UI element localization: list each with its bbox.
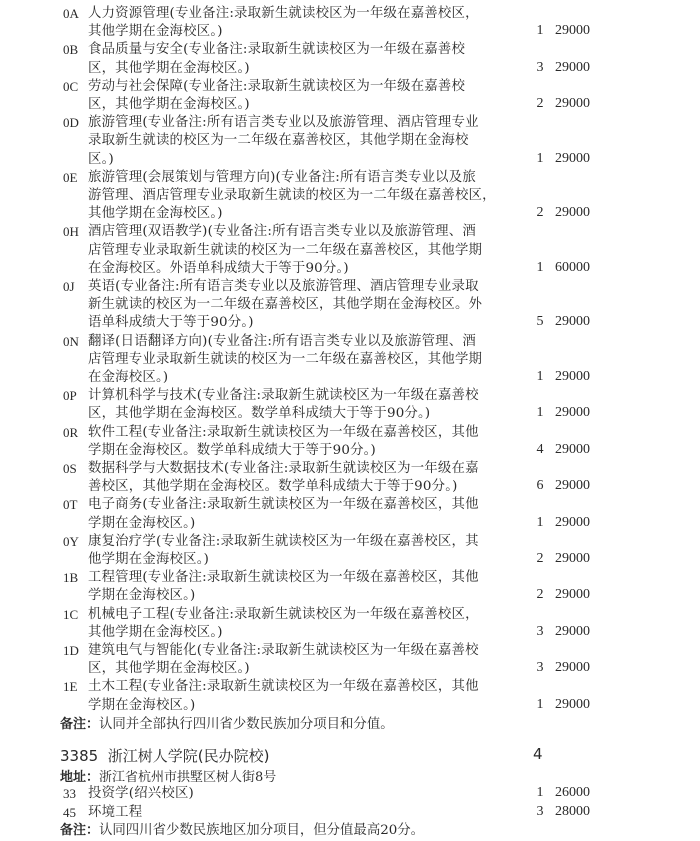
tuition-fee: 60000 xyxy=(555,259,590,275)
major-entry xyxy=(63,387,663,423)
description-line: 旅游管理(专业备注:所有语言类专业以及旅游管理、酒店管理专业 xyxy=(88,115,479,131)
description-line: 录取新生就读的校区为一二年级在嘉善校区，其他学期在金海校 xyxy=(88,133,469,149)
major-code: 45 xyxy=(63,805,76,820)
plan-count: 3 xyxy=(536,660,544,676)
major-code: 0T xyxy=(63,497,78,513)
major-entry xyxy=(63,114,663,169)
tuition-fee: 29000 xyxy=(555,405,590,421)
description-line: 语单科成绩大于等于90分。) xyxy=(88,315,254,331)
plan-count: 3 xyxy=(536,623,544,639)
description-line: 区，其他学期在金海校区。) xyxy=(88,661,250,677)
plan-count: 1 xyxy=(536,368,544,384)
tuition-fee: 29000 xyxy=(555,696,590,712)
description-line: 游管理、酒店管理专业录取新生就读的校区为一二年级在嘉善校区， xyxy=(88,188,496,203)
major-entry xyxy=(63,223,663,278)
major-code: 0Y xyxy=(63,533,79,549)
major-entry xyxy=(63,169,663,224)
description-line: 酒店管理(双语教学)(专业备注:所有语言类专业以及旅游管理、酒 xyxy=(88,224,476,240)
major-code: 0D xyxy=(63,115,79,131)
major-description xyxy=(88,223,508,278)
major-description xyxy=(88,333,508,388)
description-line: 学期在金海校区。) xyxy=(88,515,196,531)
tuition-fee: 29000 xyxy=(555,478,590,494)
description-line: 新生就读的校区为一二年级在嘉善校区，其他学期在金海校区。外 xyxy=(88,297,483,313)
note-label: 备注： xyxy=(60,716,100,732)
tuition-fee: 29000 xyxy=(555,623,590,639)
major-description xyxy=(88,533,508,569)
major-name: 投资学(绍兴校区) xyxy=(88,786,194,801)
major-code: 0S xyxy=(63,461,77,476)
major-code: 1E xyxy=(63,679,78,695)
plan-count: 1 xyxy=(536,259,544,275)
section-note xyxy=(60,822,424,840)
major-entry xyxy=(63,460,663,496)
tuition-fee: 29000 xyxy=(555,550,590,566)
major-code: 1C xyxy=(63,606,79,622)
plan-count: 6 xyxy=(536,478,544,494)
tuition-fee: 29000 xyxy=(555,150,590,166)
description-line: 电子商务(专业备注:录取新生就读校区为一年级在嘉善校区，其他 xyxy=(88,497,479,513)
address-text: 浙江省杭州市拱墅区树人街8号 xyxy=(99,770,277,785)
plan-count: 1 xyxy=(536,23,544,39)
description-line: 康复治疗学(专业备注:录取新生就读校区为一年级在嘉善校区，其 xyxy=(88,533,479,549)
tuition-fee: 26000 xyxy=(555,785,590,800)
plan-count: 3 xyxy=(536,804,544,819)
description-line: 建筑电气与智能化(专业备注:录取新生就读校区为一年级在嘉善校 xyxy=(88,643,479,658)
major-code: 0R xyxy=(63,424,79,440)
address-label: 地址： xyxy=(60,770,100,785)
major-description xyxy=(88,78,508,114)
tuition-fee: 29000 xyxy=(555,441,590,457)
description-line: 其他学期在金海校区。) xyxy=(88,206,223,222)
plan-count: 1 xyxy=(536,405,544,421)
tuition-fee: 28000 xyxy=(555,804,590,819)
description-line: 其他学期在金海校区。) xyxy=(88,624,223,640)
major-description xyxy=(88,460,508,496)
major-description xyxy=(88,496,508,532)
plan-count: 2 xyxy=(536,550,544,566)
tuition-fee: 29000 xyxy=(555,314,590,330)
description-line: 数据科学与大数据技术(专业备注:录取新生就读校区为一年级在嘉 xyxy=(88,461,479,476)
description-line: 食品质量与安全(专业备注:录取新生就读校区为一年级在嘉善校 xyxy=(88,42,466,58)
major-code: 0N xyxy=(63,333,79,349)
description-line: 店管理专业录取新生就读的校区为一二年级在嘉善校区，其他学期 xyxy=(88,242,483,258)
tuition-fee: 29000 xyxy=(555,95,590,111)
major-description xyxy=(88,169,508,224)
major-entry xyxy=(63,78,663,114)
note-label: 备注： xyxy=(60,823,100,838)
description-line: 区，其他学期在金海校区。数学单科成绩大于等于90分。) xyxy=(88,406,431,422)
description-line: 旅游管理(会展策划与管理方向)(专业备注:所有语言类专业以及旅 xyxy=(88,169,476,185)
major-code: 1B xyxy=(63,570,79,586)
major-entry xyxy=(63,533,663,569)
plan-count: 3 xyxy=(536,59,544,75)
major-description xyxy=(88,41,508,77)
major-entry xyxy=(63,642,663,678)
description-line: 英语(专业备注:所有语言类专业以及旅游管理、酒店管理专业录取 xyxy=(88,279,479,294)
school-title: 3385 浙江树人学院(民办院校) xyxy=(60,747,270,765)
tuition-fee: 29000 xyxy=(555,368,590,384)
plan-count: 4 xyxy=(536,441,544,457)
major-code: 0P xyxy=(63,388,77,404)
major-description xyxy=(88,606,508,642)
major-entry xyxy=(63,333,663,388)
description-line: 工程管理(专业备注:录取新生就读校区为一年级在嘉善校区，其他 xyxy=(88,570,479,586)
description-line: 机械电子工程(专业备注:录取新生就读校区为一年级在嘉善校区， xyxy=(88,606,479,622)
description-line: 在金海校区。) xyxy=(88,370,169,385)
major-description xyxy=(88,5,508,41)
major-code: 33 xyxy=(63,786,76,801)
description-line: 区，其他学期在金海校区。) xyxy=(88,97,250,112)
major-entry xyxy=(63,569,663,605)
major-entry xyxy=(63,785,663,803)
description-line: 劳动与社会保障(专业备注:录取新生就读校区为一年级在嘉善校 xyxy=(88,78,466,94)
description-line: 土木工程(专业备注:录取新生就读校区为一年级在嘉善校区，其他 xyxy=(88,679,479,695)
plan-count: 1 xyxy=(536,785,544,800)
tuition-fee: 29000 xyxy=(555,205,590,221)
description-line: 人力资源管理(专业备注:录取新生就读校区为一年级在嘉善校区， xyxy=(88,6,479,21)
major-entry xyxy=(63,278,663,333)
major-entry xyxy=(63,606,663,642)
description-line: 计算机科学与技术(专业备注:录取新生就读校区为一年级在嘉善校 xyxy=(88,388,479,404)
tuition-fee: 29000 xyxy=(555,59,590,75)
major-code: 0J xyxy=(63,279,75,294)
description-line: 区，其他学期在金海校区。) xyxy=(88,60,250,76)
tuition-fee: 29000 xyxy=(555,660,590,676)
major-code: 0C xyxy=(63,78,79,94)
major-entry xyxy=(63,5,663,41)
description-line: 善校区，其他学期在金海校区。数学单科成绩大于等于90分。) xyxy=(88,479,458,495)
plan-count: 2 xyxy=(536,587,544,603)
major-code: 0E xyxy=(63,169,78,185)
plan-count: 2 xyxy=(536,205,544,221)
major-description xyxy=(88,278,508,333)
major-code: 0B xyxy=(63,42,79,58)
major-description xyxy=(88,678,508,714)
major-entry xyxy=(63,41,663,77)
major-entry xyxy=(63,804,663,822)
description-line: 他学期在金海校区。) xyxy=(88,552,210,567)
major-description xyxy=(88,642,508,678)
plan-count: 1 xyxy=(536,696,544,712)
description-line: 学期在金海校区。) xyxy=(88,588,196,604)
major-code: 0H xyxy=(63,224,79,240)
description-line: 在金海校区。外语单科成绩大于等于90分。) xyxy=(88,260,349,276)
description-line: 店管理专业录取新生就读的校区为一二年级在嘉善校区，其他学期 xyxy=(88,351,483,367)
description-line: 其他学期在金海校区。) xyxy=(88,24,223,40)
plan-count: 1 xyxy=(536,150,544,166)
description-line: 翻译(日语翻译方向)(专业备注:所有语言类专业以及旅游管理、酒 xyxy=(88,333,476,349)
plan-count: 1 xyxy=(536,514,544,530)
note-text: 认同四川省少数民族地区加分项目，但分值最高20分。 xyxy=(99,823,425,838)
school-address xyxy=(60,766,276,785)
tuition-fee: 29000 xyxy=(555,514,590,530)
section-note xyxy=(60,716,394,734)
major-code: 0A xyxy=(63,6,79,21)
major-entry xyxy=(63,424,663,460)
major-description xyxy=(88,569,508,605)
major-name: 环境工程 xyxy=(88,805,143,820)
major-code: 1D xyxy=(63,643,79,658)
major-entry xyxy=(63,678,663,714)
plan-count: 2 xyxy=(536,95,544,111)
major-description xyxy=(88,114,508,169)
tuition-fee: 29000 xyxy=(555,587,590,603)
tuition-fee: 29000 xyxy=(555,23,590,39)
description-line: 软件工程(专业备注:录取新生就读校区为一年级在嘉善校区，其他 xyxy=(88,424,479,440)
school-total-count: 4 xyxy=(533,745,543,763)
major-entry xyxy=(63,496,663,532)
description-line: 学期在金海校区。) xyxy=(88,697,196,713)
major-description xyxy=(88,424,508,460)
major-description xyxy=(88,387,508,423)
plan-count: 5 xyxy=(536,314,544,330)
description-line: 学期在金海校区。数学单科成绩大于等于90分。) xyxy=(88,442,376,458)
note-text: 认同并全部执行四川省少数民族加分项目和分值。 xyxy=(99,716,394,732)
description-line: 区。) xyxy=(88,151,114,167)
